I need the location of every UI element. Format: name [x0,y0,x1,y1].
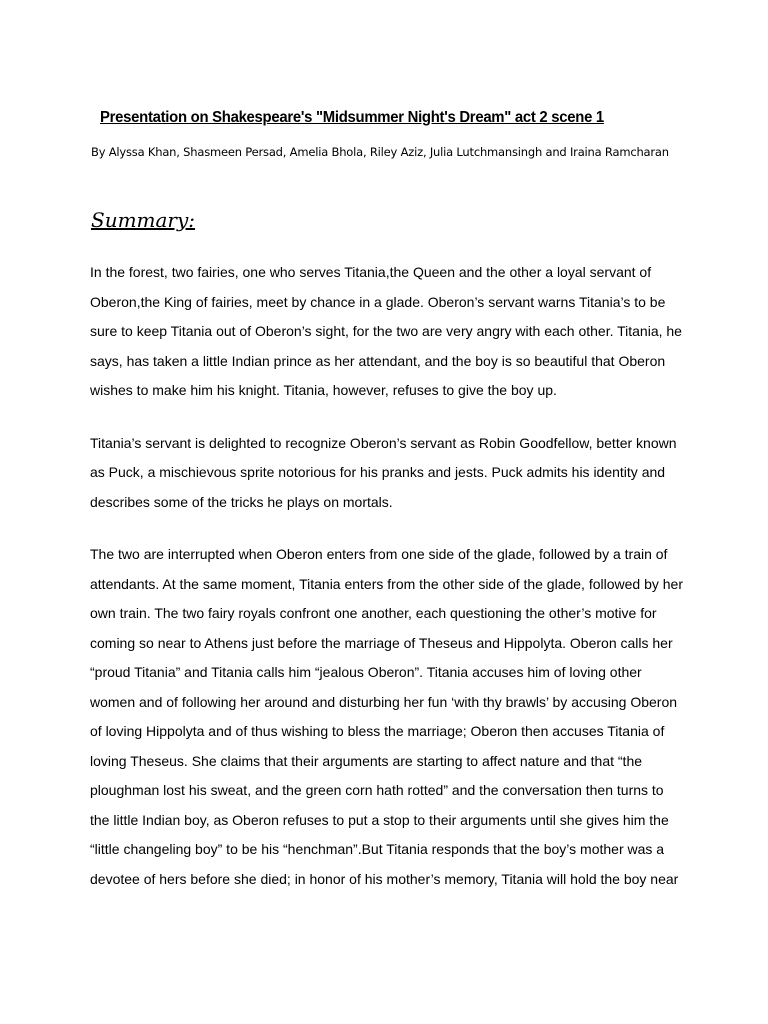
text-line: of loving Hippolyta and of thus wishing to bless the marriage; Oberon then accuses Titania of [90,723,665,739]
text-line: The two are interrupted when Oberon enters from one side of the glade, followed by a train of [90,546,668,562]
text-line: “proud Titania” and Titania calls him “jealous Oberon”. Titania accuses him of loving other [90,664,642,680]
text-line: devotee of hers before she died; in honor of his mother’s memory, Titania will hold the boy near [90,870,679,887]
document-title: Presentation on Shakespeare's "Midsummer Night's Dream" act 2 scene 1 [100,109,604,126]
text-line: coming so near to Athens just before the marriage of Theseus and Hippolyta. Oberon calls her [90,634,673,651]
paragraph-2 [90,429,682,518]
summary-heading: Summary: [91,208,196,232]
text-line: as Puck, a mischievous sprite notorious for his pranks and jests. Puck admits his identity and [90,464,666,480]
text-line: says, has taken a little Indian prince as her attendant, and the boy is so beautiful that Oberon [90,352,666,369]
text-line: ploughman lost his sweat, and the green corn hath rotted” and the conversation then turns to [90,782,664,798]
paragraph-3 [90,540,682,894]
text-line: women and of following her around and disturbing her fun ‘with thy brawls’ by accusing Oberon [90,693,678,710]
text-line: loving Theseus. She claims that their arguments are starting to affect nature and that “the [90,752,643,769]
text-line: Oberon,the King of fairies, meet by chance in a glade. Oberon’s servant warns Titania’s to be [90,293,666,310]
paragraph-spacer [90,517,682,540]
text-line: Titania’s servant is delighted to recognize Oberon’s servant as Robin Goodfellow, better known [90,434,677,451]
text-line: wishes to make him his knight. Titania, however, refuses to give the boy up. [90,382,557,398]
text-line: attendants. At the same moment, Titania enters from the other side of the glade, followed by her [90,575,684,592]
author-list: By Alyssa Khan, Shasmeen Persad, Amelia Bhola, Riley Aziz, Julia Lutchmansingh and Iraina Ramcharan [91,145,669,159]
text-line: the little Indian boy, as Oberon refuses to put a stop to their arguments until she gives him the [90,811,669,828]
text-line: sure to keep Titania out of Oberon’s sight, for the two are very angry with each other. Titania, he [90,323,682,339]
text-line: describes some of the tricks he plays on mortals. [90,493,393,510]
text-line: In the forest, two fairies, one who serves Titania,the Queen and the other a loyal servant of [90,264,652,280]
paragraph-spacer [90,406,682,429]
summary-body [90,258,682,894]
text-line: “little changeling boy” to be his “henchman”.But Titania responds that the boy’s mother was a [90,841,665,857]
text-line: own train. The two fairy royals confront one another, each questioning the other’s motive for [90,605,657,621]
paragraph-1 [90,258,682,406]
